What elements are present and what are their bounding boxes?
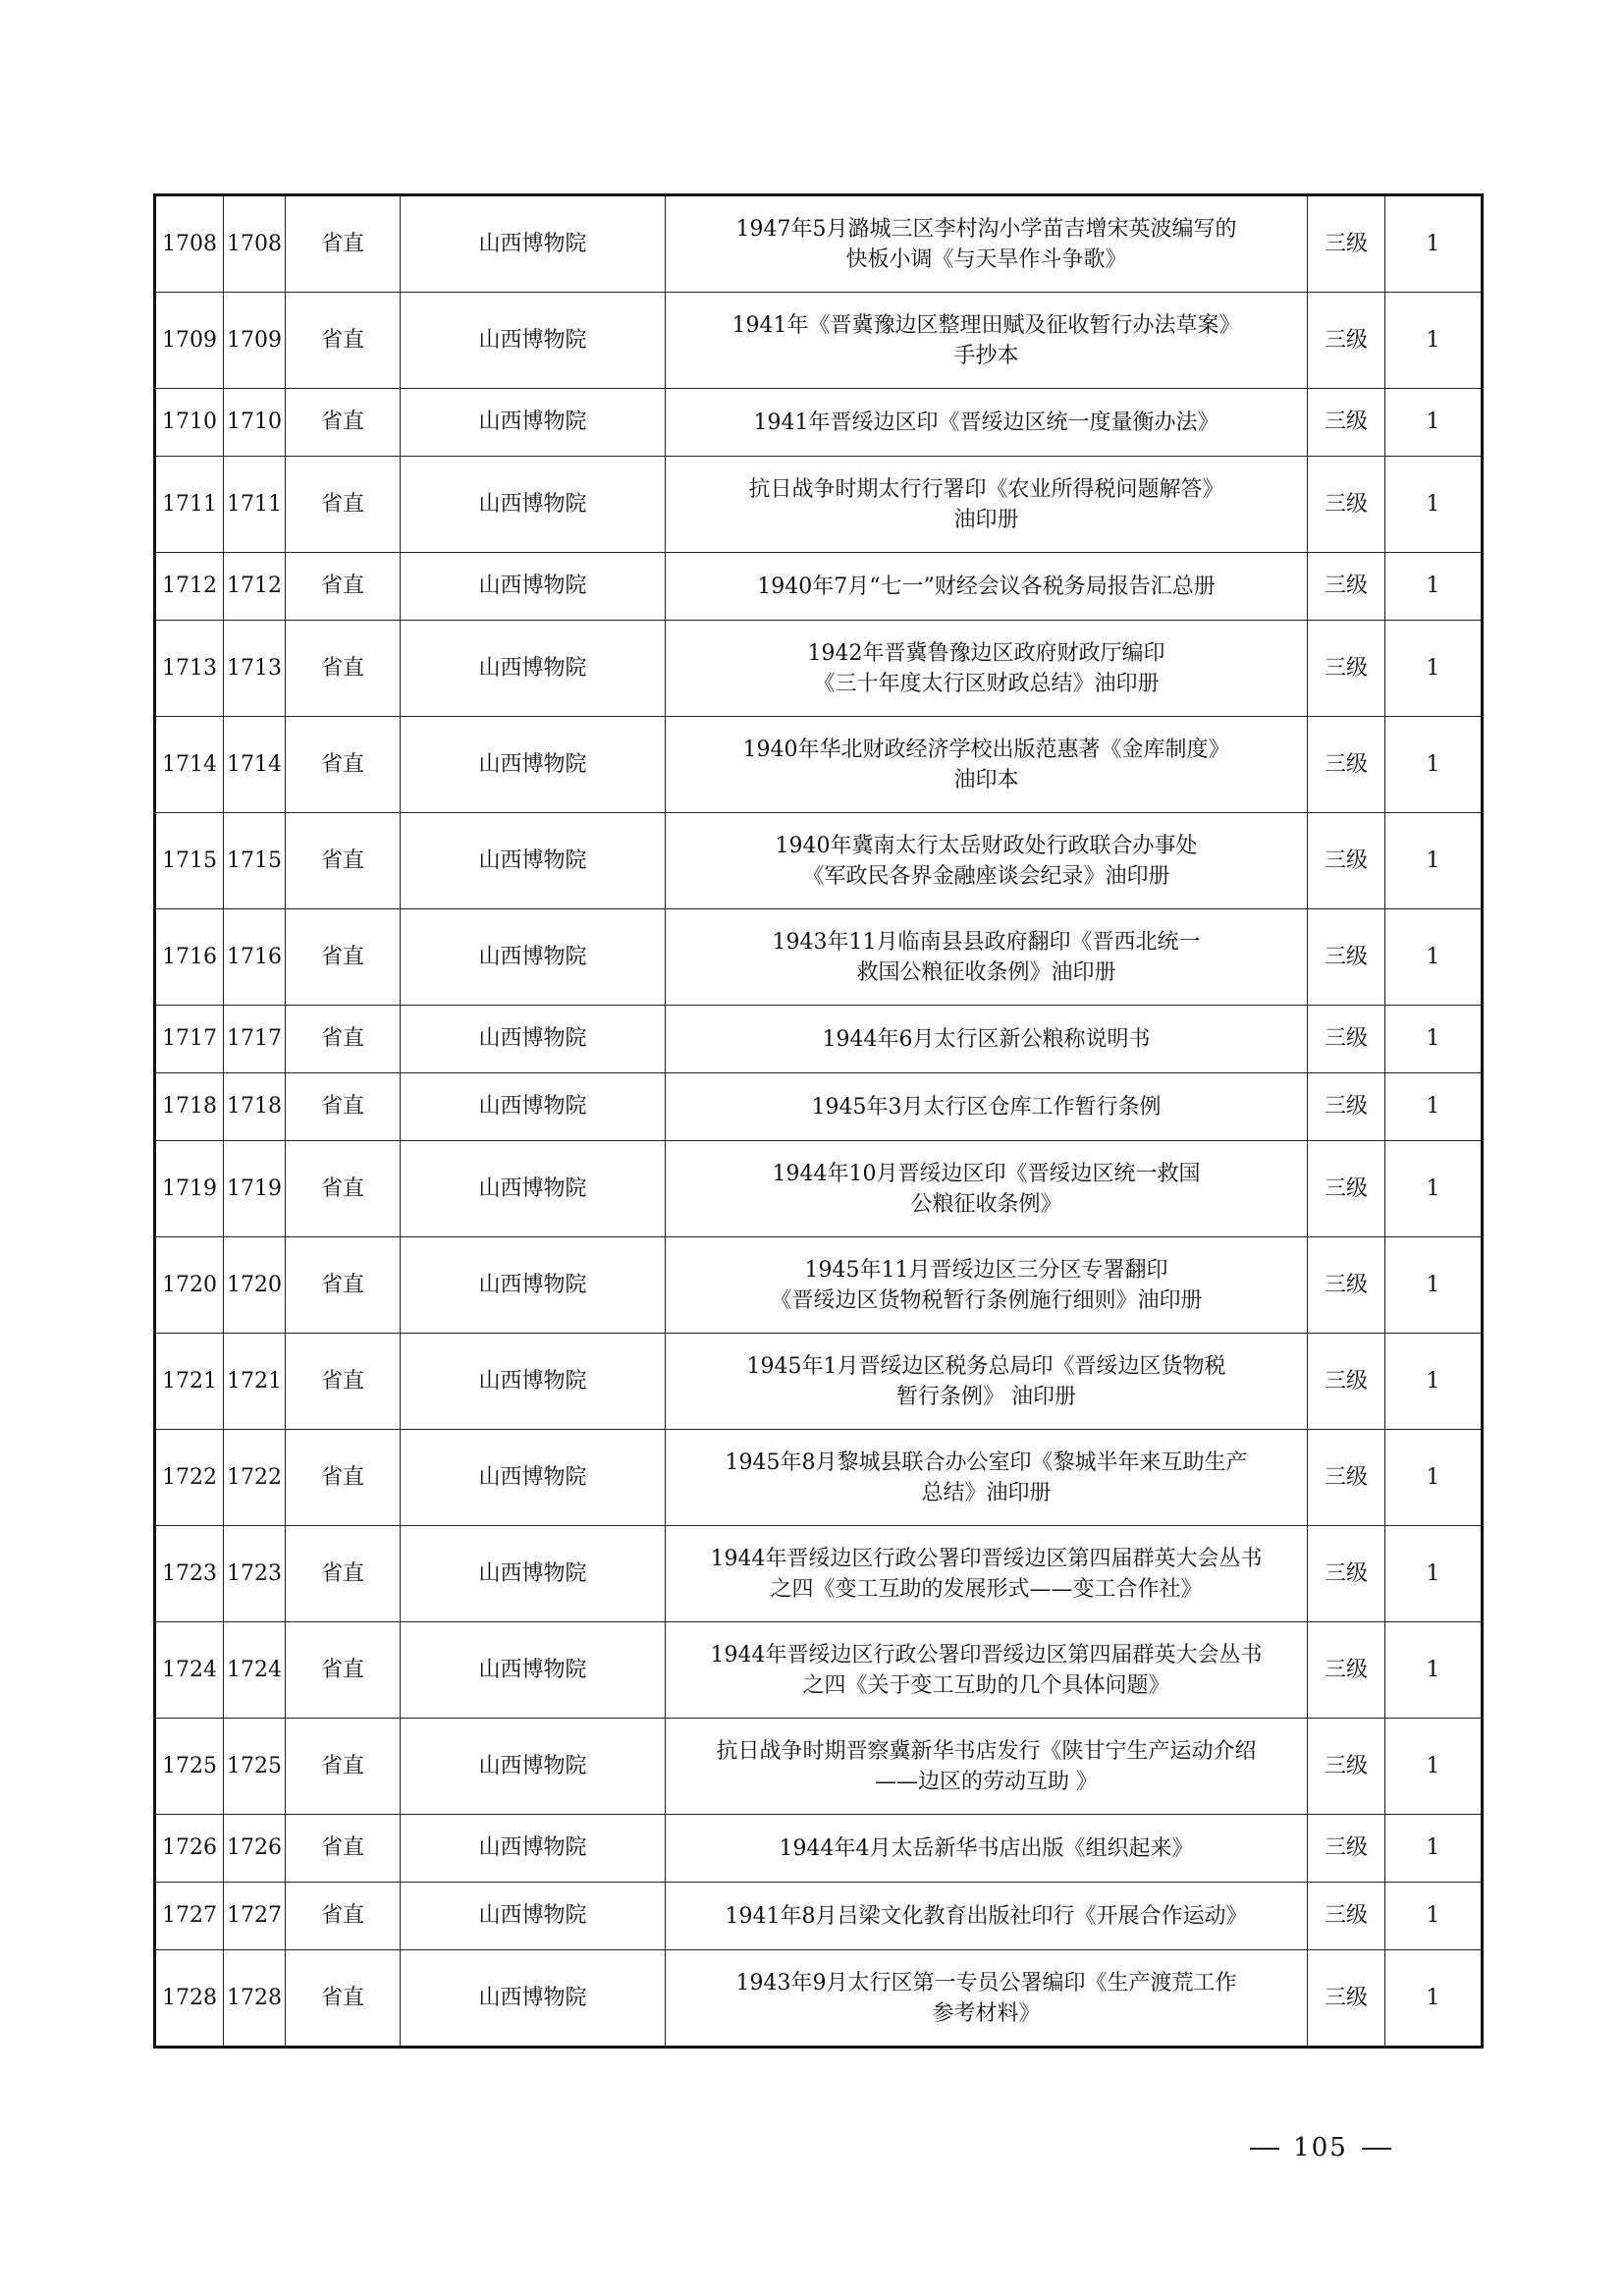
- cell-count: 1: [1385, 457, 1483, 553]
- cell-count: 1: [1385, 1141, 1483, 1237]
- cell-grade: 三级: [1308, 1334, 1385, 1430]
- cell-no: 1722: [224, 1430, 286, 1526]
- cell-count: 1: [1385, 1622, 1483, 1719]
- cell-title: 1941年《晋冀豫边区整理田赋及征收暂行办法草案》 手抄本: [666, 293, 1308, 389]
- cell-title: 1944年晋绥边区行政公署印晋绥边区第四届群英大会丛书 之四《关于变工互助的几个具体问题》: [666, 1622, 1308, 1719]
- cell-seq: 1716: [155, 909, 224, 1006]
- cell-grade: 三级: [1308, 1950, 1385, 2048]
- cell-seq: 1717: [155, 1006, 224, 1073]
- cell-unit: 省直: [286, 1141, 401, 1237]
- cell-no: 1721: [224, 1334, 286, 1430]
- cell-grade: 三级: [1308, 293, 1385, 389]
- cell-unit: 省直: [286, 909, 401, 1006]
- cell-count: 1: [1385, 553, 1483, 621]
- cell-grade: 三级: [1308, 1526, 1385, 1622]
- table-row: [155, 1719, 1483, 1815]
- footer-dash-right: [1362, 2148, 1391, 2150]
- cell-no: 1710: [224, 389, 286, 457]
- cell-no: 1725: [224, 1719, 286, 1815]
- cell-seq: 1725: [155, 1719, 224, 1815]
- cell-title: 1944年4月太岳新华书店出版《组织起来》: [666, 1815, 1308, 1883]
- cell-no: 1723: [224, 1526, 286, 1622]
- cell-count: 1: [1385, 1815, 1483, 1883]
- cell-museum: 山西博物院: [401, 1141, 666, 1237]
- cell-no: 1711: [224, 457, 286, 553]
- cell-unit: 省直: [286, 1719, 401, 1815]
- cell-museum: 山西博物院: [401, 813, 666, 909]
- cell-no: 1726: [224, 1815, 286, 1883]
- cell-no: 1727: [224, 1883, 286, 1950]
- cell-unit: 省直: [286, 717, 401, 813]
- cell-grade: 三级: [1308, 621, 1385, 717]
- cell-count: 1: [1385, 1883, 1483, 1950]
- cell-museum: 山西博物院: [401, 1334, 666, 1430]
- cell-seq: 1724: [155, 1622, 224, 1719]
- cell-museum: 山西博物院: [401, 1719, 666, 1815]
- cell-museum: 山西博物院: [401, 621, 666, 717]
- cell-seq: 1715: [155, 813, 224, 909]
- cell-unit: 省直: [286, 553, 401, 621]
- cell-title: 抗日战争时期太行行署印《农业所得税问题解答》 油印册: [666, 457, 1308, 553]
- cell-museum: 山西博物院: [401, 1526, 666, 1622]
- cell-count: 1: [1385, 389, 1483, 457]
- table-row: [155, 1950, 1483, 2048]
- table-row: [155, 1334, 1483, 1430]
- cell-no: 1728: [224, 1950, 286, 2048]
- cell-count: 1: [1385, 293, 1483, 389]
- table-row: [155, 457, 1483, 553]
- table-row: [155, 1526, 1483, 1622]
- cell-museum: 山西博物院: [401, 293, 666, 389]
- cell-seq: 1723: [155, 1526, 224, 1622]
- cell-museum: 山西博物院: [401, 457, 666, 553]
- cell-unit: 省直: [286, 293, 401, 389]
- cell-unit: 省直: [286, 389, 401, 457]
- cell-seq: 1726: [155, 1815, 224, 1883]
- cell-museum: 山西博物院: [401, 717, 666, 813]
- table-row: [155, 1430, 1483, 1526]
- table-row: [155, 717, 1483, 813]
- cell-seq: 1728: [155, 1950, 224, 2048]
- cell-no: 1717: [224, 1006, 286, 1073]
- cell-grade: 三级: [1308, 553, 1385, 621]
- cell-seq: 1718: [155, 1073, 224, 1141]
- cell-count: 1: [1385, 1719, 1483, 1815]
- cell-seq: 1712: [155, 553, 224, 621]
- cell-museum: 山西博物院: [401, 553, 666, 621]
- cell-grade: 三级: [1308, 717, 1385, 813]
- table-body: [155, 195, 1483, 2048]
- cell-seq: 1710: [155, 389, 224, 457]
- cell-museum: 山西博物院: [401, 1622, 666, 1719]
- table-row: [155, 1815, 1483, 1883]
- cell-museum: 山西博物院: [401, 195, 666, 293]
- cell-count: 1: [1385, 717, 1483, 813]
- cell-count: 1: [1385, 195, 1483, 293]
- page-number: 105: [1293, 2133, 1348, 2162]
- table-row: [155, 553, 1483, 621]
- cell-count: 1: [1385, 1950, 1483, 2048]
- cell-title: 1940年7月“七一”财经会议各税务局报告汇总册: [666, 553, 1308, 621]
- cell-unit: 省直: [286, 813, 401, 909]
- cell-title: 1943年11月临南县县政府翻印《晋西北统一 救国公粮征收条例》油印册: [666, 909, 1308, 1006]
- cell-count: 1: [1385, 909, 1483, 1006]
- table-row: [155, 195, 1483, 293]
- cell-unit: 省直: [286, 1006, 401, 1073]
- cell-no: 1712: [224, 553, 286, 621]
- cell-seq: 1721: [155, 1334, 224, 1430]
- cell-seq: 1727: [155, 1883, 224, 1950]
- cell-unit: 省直: [286, 621, 401, 717]
- cell-no: 1713: [224, 621, 286, 717]
- table-row: [155, 389, 1483, 457]
- cell-unit: 省直: [286, 1622, 401, 1719]
- cell-unit: 省直: [286, 1073, 401, 1141]
- cell-seq: 1713: [155, 621, 224, 717]
- cell-title: 1941年8月吕梁文化教育出版社印行《开展合作运动》: [666, 1883, 1308, 1950]
- cell-museum: 山西博物院: [401, 389, 666, 457]
- cell-count: 1: [1385, 621, 1483, 717]
- cell-count: 1: [1385, 1430, 1483, 1526]
- cell-grade: 三级: [1308, 1883, 1385, 1950]
- cell-no: 1709: [224, 293, 286, 389]
- cell-unit: 省直: [286, 1950, 401, 2048]
- page-footer: [1232, 2133, 1409, 2162]
- cell-title: 1947年5月潞城三区李村沟小学苗吉增宋英波编写的 快板小调《与天旱作斗争歌》: [666, 195, 1308, 293]
- cell-seq: 1720: [155, 1237, 224, 1334]
- relics-table: [153, 193, 1484, 2049]
- cell-museum: 山西博物院: [401, 1883, 666, 1950]
- cell-grade: 三级: [1308, 1719, 1385, 1815]
- cell-grade: 三级: [1308, 1237, 1385, 1334]
- table-row: [155, 621, 1483, 717]
- cell-no: 1716: [224, 909, 286, 1006]
- footer-dash-left: [1250, 2148, 1279, 2150]
- cell-title: 1945年1月晋绥边区税务总局印《晋绥边区货物税 暂行条例》 油印册: [666, 1334, 1308, 1430]
- cell-unit: 省直: [286, 1815, 401, 1883]
- cell-unit: 省直: [286, 1237, 401, 1334]
- cell-unit: 省直: [286, 1883, 401, 1950]
- cell-unit: 省直: [286, 1430, 401, 1526]
- cell-no: 1719: [224, 1141, 286, 1237]
- cell-museum: 山西博物院: [401, 1950, 666, 2048]
- cell-title: 1940年华北财政经济学校出版范惠著《金库制度》 油印本: [666, 717, 1308, 813]
- table-row: [155, 1141, 1483, 1237]
- table-row: [155, 909, 1483, 1006]
- table-row: [155, 1237, 1483, 1334]
- cell-museum: 山西博物院: [401, 1815, 666, 1883]
- cell-grade: 三级: [1308, 1815, 1385, 1883]
- cell-count: 1: [1385, 813, 1483, 909]
- cell-count: 1: [1385, 1334, 1483, 1430]
- cell-unit: 省直: [286, 195, 401, 293]
- cell-title: 1945年11月晋绥边区三分区专署翻印 《晋绥边区货物税暂行条例施行细则》油印册: [666, 1237, 1308, 1334]
- cell-grade: 三级: [1308, 909, 1385, 1006]
- cell-no: 1724: [224, 1622, 286, 1719]
- cell-grade: 三级: [1308, 1141, 1385, 1237]
- cell-no: 1720: [224, 1237, 286, 1334]
- cell-title: 1940年冀南太行太岳财政处行政联合办事处 《军政民各界金融座谈会纪录》油印册: [666, 813, 1308, 909]
- table-row: [155, 1006, 1483, 1073]
- cell-museum: 山西博物院: [401, 1006, 666, 1073]
- cell-no: 1714: [224, 717, 286, 813]
- cell-grade: 三级: [1308, 1006, 1385, 1073]
- cell-title: 1943年9月太行区第一专员公署编印《生产渡荒工作 参考材料》: [666, 1950, 1308, 2048]
- table-row: [155, 1883, 1483, 1950]
- table-row: [155, 293, 1483, 389]
- cell-grade: 三级: [1308, 1073, 1385, 1141]
- cell-no: 1718: [224, 1073, 286, 1141]
- cell-title: 1945年8月黎城县联合办公室印《黎城半年来互助生产 总结》油印册: [666, 1430, 1308, 1526]
- table-row: [155, 1073, 1483, 1141]
- cell-seq: 1711: [155, 457, 224, 553]
- cell-title: 1944年6月太行区新公粮称说明书: [666, 1006, 1308, 1073]
- cell-title: 1944年晋绥边区行政公署印晋绥边区第四届群英大会丛书 之四《变工互助的发展形式——变工合作社》: [666, 1526, 1308, 1622]
- cell-grade: 三级: [1308, 195, 1385, 293]
- cell-title: 抗日战争时期晋察冀新华书店发行《陕甘宁生产运动介绍 ——边区的劳动互助 》: [666, 1719, 1308, 1815]
- cell-title: 1944年10月晋绥边区印《晋绥边区统一救国 公粮征收条例》: [666, 1141, 1308, 1237]
- table-row: [155, 1622, 1483, 1719]
- cell-no: 1715: [224, 813, 286, 909]
- cell-title: 1942年晋冀鲁豫边区政府财政厅编印 《三十年度太行区财政总结》油印册: [666, 621, 1308, 717]
- cell-count: 1: [1385, 1006, 1483, 1073]
- cell-count: 1: [1385, 1073, 1483, 1141]
- cell-museum: 山西博物院: [401, 1237, 666, 1334]
- cell-unit: 省直: [286, 457, 401, 553]
- cell-museum: 山西博物院: [401, 1073, 666, 1141]
- cell-seq: 1722: [155, 1430, 224, 1526]
- cell-unit: 省直: [286, 1526, 401, 1622]
- cell-seq: 1719: [155, 1141, 224, 1237]
- cell-count: 1: [1385, 1526, 1483, 1622]
- cell-grade: 三级: [1308, 389, 1385, 457]
- cell-count: 1: [1385, 1237, 1483, 1334]
- table-row: [155, 813, 1483, 909]
- cell-no: 1708: [224, 195, 286, 293]
- cell-seq: 1709: [155, 293, 224, 389]
- cell-seq: 1714: [155, 717, 224, 813]
- cell-title: 1945年3月太行区仓库工作暂行条例: [666, 1073, 1308, 1141]
- cell-grade: 三级: [1308, 813, 1385, 909]
- cell-grade: 三级: [1308, 457, 1385, 553]
- cell-grade: 三级: [1308, 1622, 1385, 1719]
- cell-museum: 山西博物院: [401, 909, 666, 1006]
- cell-title: 1941年晋绥边区印《晋绥边区统一度量衡办法》: [666, 389, 1308, 457]
- cell-grade: 三级: [1308, 1430, 1385, 1526]
- cell-unit: 省直: [286, 1334, 401, 1430]
- cell-museum: 山西博物院: [401, 1430, 666, 1526]
- cell-seq: 1708: [155, 195, 224, 293]
